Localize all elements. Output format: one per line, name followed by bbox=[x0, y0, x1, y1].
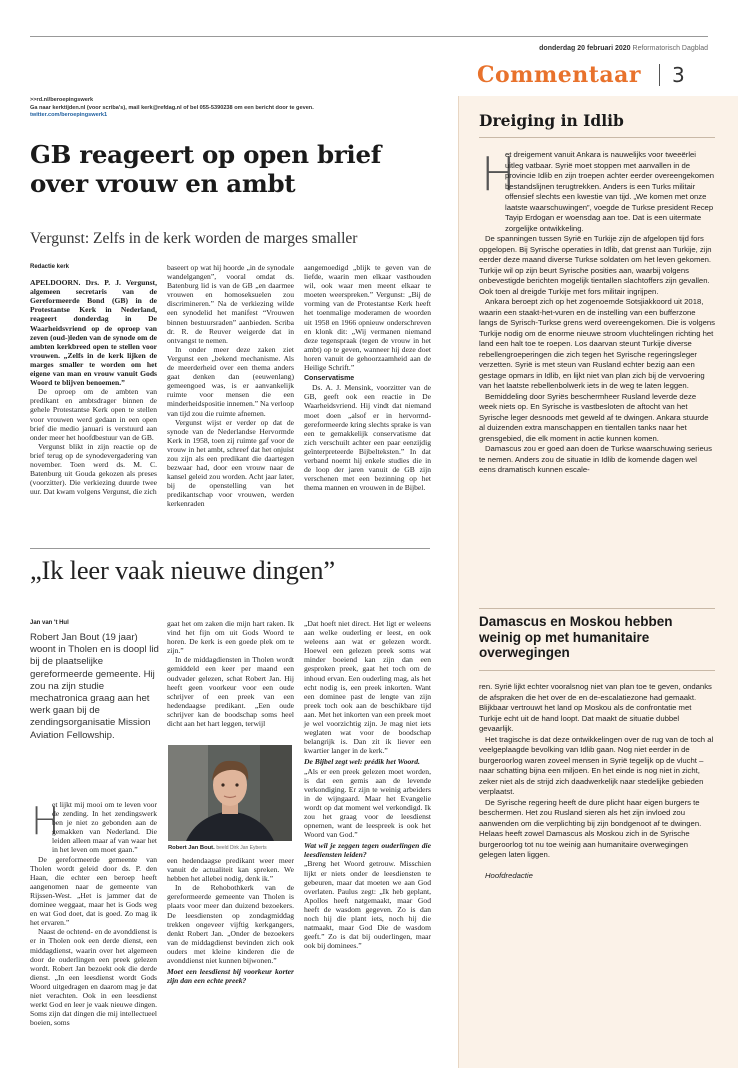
article2-paragraph: gaat het om zaken die mijn hart raken. Ik vind het fijn om uit Gods Woord te horen. De kerk is een goede plek om te zijn.” bbox=[167, 619, 294, 656]
issue-date: donderdag 20 februari 2020 bbox=[539, 45, 631, 52]
interview-question: Wat wil je zeggen tegen ouderlingen die leesdiensten leiden? bbox=[304, 841, 431, 860]
article2-paragraph: In de middagdiensten in Tholen wordt gemiddeld een keer per maand een oudvader gelezen, schat Robert Jan. Hij heeft geen voorkeur voor een oude schrijver of een preek van een hedendaagse predikant. „Een oude schrijver kan de boodschap soms heel dicht aan het hart leggen, terwijl bbox=[167, 655, 294, 729]
article1-column-3 bbox=[304, 263, 431, 492]
article2-paragraph: een hedendaagse predikant weer meer vanuit de actualiteit kan spreken. We hebben het allebei nodig, denk ik.” bbox=[167, 856, 294, 884]
caption-name: Robert Jan Bout. bbox=[168, 845, 215, 851]
interview-question: Moet een leesdienst bij voorkeur korter zijn dan een echte preek? bbox=[167, 967, 294, 986]
article2-column-2-top bbox=[167, 619, 294, 728]
article1-lead: APELDOORN. Drs. P. J. Vergunst, algemeen secretaris van de Gereformeerde Bond (GB) in de Protestantse Kerk in Nederland, reageert donderdag in De Waarheidsvriend op de oproep van zeven (oud-)leden van de synode om de ambten kerkbreed open te stellen voor vrouwen. „Zelfs in de kerk lijken de marges smaller te worden om het eigene van man en vrouw vanuit Gods Woord te blijven benoemen.” bbox=[30, 278, 157, 388]
section-header bbox=[477, 57, 708, 93]
article2-paragraph: „Breng het Woord getrouw. Misschien lijkt er niets onder de leesdiensten te gebeuren, maar dat moeten we aan God overlaten. Paulus zegt: „Ik heb geplant, Apollos heeft natgemaakt, maar God heeft de wasdom gegeven. Zo is dan noch hij die plant iets, noch hij die natmaakt, maar God Die de wasdom geeft.” Zo is dat bij ouderlingen, maar ook bij dominees.” bbox=[304, 859, 431, 951]
article1-paragraph: In onder meer deze zaken ziet Vergunst een „bekend mechanisme. Als de meerderheid over een thema anders gaat denken dan (eeuwenlang) gemeengoed was, is er aanvankelijk ruimte voor mensen die een minderheidspositie innemen.” Na verloop van tijd zou die ruimte afnemen. bbox=[167, 344, 294, 418]
commentary-title-rule bbox=[479, 137, 715, 138]
article1-paragraph: Ds. A. J. Mensink, voorzitter van de GB, geeft ook een reactie in De Waarheidsvriend. Hij vindt dat niemand moet doen „alsof er in hervormd-gereformeerde kring slechts sprake is van een te gemakkelijk conservatisme dat zich verschuilt achter een paar eenzijdig geïnterpreteerde Bijbelteksten.” In dat verband noemt hij enkele studies die in de loop der jaren vanuit de GB zijn verschenen met een bezinning op het thema mannen en vrouwen in de Bijbel. bbox=[304, 383, 431, 493]
commentary-paragraph: Damascus zou er goed aan doen de Turkse waarschuwing serieus te nemen. Anders zou de situatie in Idlib de komende dagen wel eens dramatisch kunnen escale- bbox=[479, 444, 712, 474]
article2-paragraph: De gereformeerde gemeente van Tholen wordt geleid door ds. P. den Haan, die echter een beroep heeft aangenomen naar de gemeente van Rijssen-West. „Het is jammer dat de dominee weggaat, maar het is Gods weg en wat God doet, dat is goed. Zo mag ik het ervaren.” bbox=[30, 854, 157, 928]
paper-name: Reformatorisch Dagblad bbox=[632, 45, 708, 52]
article2-paragraph: „Als er een preek gelezen moet worden, is dat een gemis aan de levende verkondiging. Er zijn te weinig arbeiders in de wijngaard. Maar het Evangelie wordt op dat moment wel verkondigd. Ik zou het graag voor de leesdienst opnemen, want de leespreek is ook het Woord van God.” bbox=[304, 766, 431, 840]
article1-headline: GB reageert op open brief over vrouw en ambt bbox=[30, 140, 381, 198]
article1-byline: Redactie kerk bbox=[30, 264, 70, 270]
commentary-dropcap: H bbox=[481, 147, 516, 201]
article1-paragraph: baseert op wat hij hoorde „in de synodale wandelgangen”, vooral omdat ds. Batenburg lid is van de GB „en daarmee vrouwen en homoseksuelen zou discrimineren.” Na de verkiezing wilde een synodelid het manifest “Vrouwen binnen bestuursraden” aanbieden. Scriba dr. R. de Reuver weigerde dat in ontvangst te nemen. bbox=[167, 263, 294, 345]
article2-headline: „Ik leer vaak nieuwe dingen” bbox=[30, 555, 335, 585]
tip-box bbox=[30, 97, 430, 120]
section-name: Commentaar bbox=[477, 62, 641, 88]
article2-column-3 bbox=[304, 619, 431, 950]
commentary-paragraph: Bemiddeling door Syriës beschermheer Rusland leverde deze week niets op. En Syrische is vastbesloten de aftocht van het Syrische leger desnoods met geweld af te dwingen. Ankara stuurde al duizenden extra manschappen en tientallen tanks naar het grensgebied, die elk moment in actie kunnen komen. bbox=[479, 391, 709, 443]
article1-paragraph: De oproep om de ambten van predikant en ambtsdrager binnen de gehele Protestantse Kerk open te stellen voor vrouwen werd gedaan in een open brief die medio januari is verstuurd aan onder meer het hoofdbestuur van de GB. bbox=[30, 387, 157, 442]
commentary-body-bottom bbox=[479, 682, 715, 881]
article1-paragraph: Vergunst blikt in zijn reactie op de brief terug op de synodevergadering van november. Toen werd ds. M. C. Batenburg uit Gouda gekozen als preses (voorzitter). Die verkiezing duurde twee uur. Dat kwam volgens Vergunst, die zich bbox=[30, 441, 157, 497]
article2-dropcap: H bbox=[31, 799, 60, 843]
commentary-signature: Hoofdredactie bbox=[485, 870, 533, 880]
commentary-paragraph: Ankara beroept zich op het zogenoemde Sotsjiakkoord uit 2018, waarin een staakt-het-vuren en de instelling van een bufferzone langs de Syrisch-Turkse grens werd overeengekomen. Die is volgens Turkije nodig om de enorme nieuwe stroom vluchtelingen richting het land een halt toe te roepen. Los daarvan steunt Turkije diverse rebellengroeperingen die zich tegen het Syrische regeringsleger verzetten. Syrië is met steun van Rusland echter bezig aan een gestage opmars in Idlib, en lijkt niet van plan zich bij de vervoering van het laatste rebellenbolwerk iets in de weg te laten leggen. bbox=[479, 297, 716, 390]
section-divider bbox=[659, 64, 660, 86]
article1-column-1 bbox=[30, 263, 157, 496]
article2-column-1 bbox=[30, 800, 157, 1027]
commentary-title: Dreiging in Idlib bbox=[479, 111, 624, 130]
tip-contact: Ga naar kerktijden.nl (voor scriba's), mail kerk@refdag.nl of bel 055-5390238 om een bericht door te geven. bbox=[30, 104, 314, 111]
pull-quote: Damascus en Moskou hebben weinig op met humanitaire overwegingen bbox=[479, 614, 673, 660]
commentary-paragraph: Het tragische is dat deze ontwikkelingen over de rug van de toch al veelgeplaagde bevolking van Idlib gaan. Nog niet eerder in de burgeroorlog waren zoveel mensen in Syrië tegelijk op de vlucht – naar schatting bijna een miljoen. En het einde is nog niet in zicht, zeker niet als de strijd zich daadwerkelijk naar stedelijke gebieden verplaatst. bbox=[479, 734, 714, 796]
article-divider bbox=[30, 548, 430, 549]
article2-byline: Jan van 't Hul bbox=[30, 620, 69, 626]
pull-quote-rule-bottom bbox=[479, 670, 715, 671]
caption-credit: beeld Dirk Jan Eyberts bbox=[216, 845, 267, 851]
photo-caption bbox=[168, 845, 308, 851]
article2-paragraph: In de Rehobothkerk van de gereformeerde gemeente van Tholen is plaats voor meer dan duizend bezoekers. De leesdiensten op zondagmiddag trekken ongeveer vijftig kerkgangers, denkt Robert Jan. „Onder de bezoekers van de middagdienst bevinden zich ook ouders met kleine kinderen die de avonddienst niet kunnen bijwonen.” bbox=[167, 883, 294, 966]
article2-column-2-bottom bbox=[167, 856, 294, 985]
commentary-paragraph: De spanningen tussen Syrië en Turkije zijn de afgelopen tijd fors opgelopen. Bij Syrische operaties in Idlib, dat grenst aan Turkije, zijn eerder deze maand diverse Turkse soldaten om het leven gekomen. Turkije wil op zijn beurt Syrische posities aan, waarbij volgens onbevestigde berichten mogelijk tientallen slachtoffers zijn gevallen. Ook toen al dreigde Turkije met fors militair ingrijpen. bbox=[479, 234, 712, 296]
portrait-illustration bbox=[168, 745, 292, 841]
article1-paragraph: aangemoedigd „blijk te geven van de liefde, waarin men elkaar vasthouden wil, ook waar men meent elkaar te moeten weerspreken.” Vergunst: „Bij de vorming van de Protestantse Kerk heeft het toenmalige moderamen de woorden uit 1958 en 1966 opnieuw onderschreven en klonk dit: „Wij vermanen niemand deze tegenspraak (tegen de vrouw in het ambt) op te geven, wanneer hij deze doet horen vanuit de gehoorzaamheid aan de Heilige Schrift.” bbox=[304, 263, 431, 373]
article2-paragraph: „Dat hoeft niet direct. Het ligt er weleens aan welke ouderling er leest, en ook weleens aan wat er gelezen wordt. Hoewel een gelezen preek soms wat minder boeiend kan zijn dan een gesproken preek, gaat het toch om de inhoud ervan. Een ouderling mag, als het echt nodig is, een preek inkorten. Want een dominee past de lengte van zijn preek toch ook aan de beschikbare tijd aan. Met het inkorten van een preek moet je wel voorzichtig zijn. Je mag niet iets weglaten wat voor de boodschap belangrijk is. Dan zit ik liever een kwartier langer in de kerk.” bbox=[304, 619, 431, 756]
article2-paragraph: Naast de ochtend- en de avonddienst is er in Tholen ook een derde dienst, een middagdienst, waarin over het algemeen door de ouderlingen een preek gelezen wordt. Robert Jan bezoekt ook die derde dienst. „In een leesdienst wordt Gods Woord uitgedragen en daarom mag je dat niet verachten. Ook in een leesdienst werkt God en leer je vaak nieuwe dingen. Soms zijn dat dingen die mij intellectueel boeien, soms bbox=[30, 927, 157, 1028]
interview-question: De Bijbel zegt wel: prédik het Woord. bbox=[304, 757, 420, 767]
article1-column-2 bbox=[167, 263, 294, 509]
article1-intertitle: Conservatisme bbox=[304, 375, 355, 383]
article1-subheadline: Vergunst: Zelfs in de kerk worden de marges smaller bbox=[30, 230, 358, 247]
tip-link-twitter[interactable]: twitter.com/beroepingswerk1 bbox=[30, 112, 108, 119]
dateline bbox=[539, 45, 708, 52]
portrait-photo bbox=[168, 745, 292, 841]
commentary-body-top bbox=[479, 147, 716, 476]
commentary-paragraph: De Syrische regering heeft de dure plicht haar eigen burgers te beschermen. Het zou Rusland sieren als het zijn invloed zou aanwenden om die verplichting bij zijn bondgenoot af te dwingen. Helaas heeft zowel Damascus als Moskou zich in de Syrische burgeroorlog tot nu toe weinig aan humanitaire overwegingen gelegen laten liggen. bbox=[479, 797, 702, 859]
pull-quote-rule-top bbox=[479, 608, 715, 609]
top-rule bbox=[30, 36, 708, 37]
article2-intro: Robert Jan Bout (19 jaar) woont in Tholen en is doopl lid bij de plaatselijke gereformeerde gemeente. Hij zou na zijn studie mechatronica graag aan het werk gaan bij de zendingsorganisatie Mission Aviation Fellowship. bbox=[30, 632, 159, 741]
commentary-paragraph: et dreigement vanuit Ankara is nauwelijks voor tweeërlei uitleg vatbaar. Syrië moet stoppen met aanvallen in de provincie Idlib en zijn troepen achter eerder overeengekomen bestandslijnen terugtrekken. Anders is een Turks militair offensief slechts een kwestie van tijd. „We komen met onze laatste waarschuwingen”, voegde de Turkse president Recep Tayip Erdogan er woensdag aan toe. Dat is een uitermate zorgelijke ontwikkeling. bbox=[505, 150, 714, 233]
tip-link-site[interactable]: >>rd.nl/beroepingswerk bbox=[30, 97, 94, 103]
article2-paragraph: et lijkt mij mooi om te leven voor de zending. In het zendingswerk ben je niet zo gebonden aan de gemakken van Nederland. Die leiden alleen maar af van waar het in het leven om moet gaan.” bbox=[52, 800, 157, 855]
commentary-panel bbox=[458, 96, 738, 1068]
commentary-paragraph: ren. Syrië lijkt echter vooralsnog niet van plan toe te geven, ondanks de afspraken die het over de en de-escalatiezone had gemaakt. Blijkbaar vertrouwt het land op Moskou als de confrontatie met Turkije echt uit de hand loopt. Dat maakt de situatie dubbel gevaarlijk. bbox=[479, 682, 712, 733]
page-number: 3 bbox=[672, 63, 685, 87]
article1-paragraph: Vergunst wijst er verder op dat de synode van de Nederlandse Hervormde Kerk in 1958, toen zij ruimte gaf voor de vrouw in het ambt, schreef dat het onjuist zou zijn als een predikant die daartegen bezwaar had, door een vrouw naar de kansel geleid zou worden. Acht jaar later, bij de openstelling van het predikantschap voor vrouwen, werden kerkenraden bbox=[167, 417, 294, 509]
